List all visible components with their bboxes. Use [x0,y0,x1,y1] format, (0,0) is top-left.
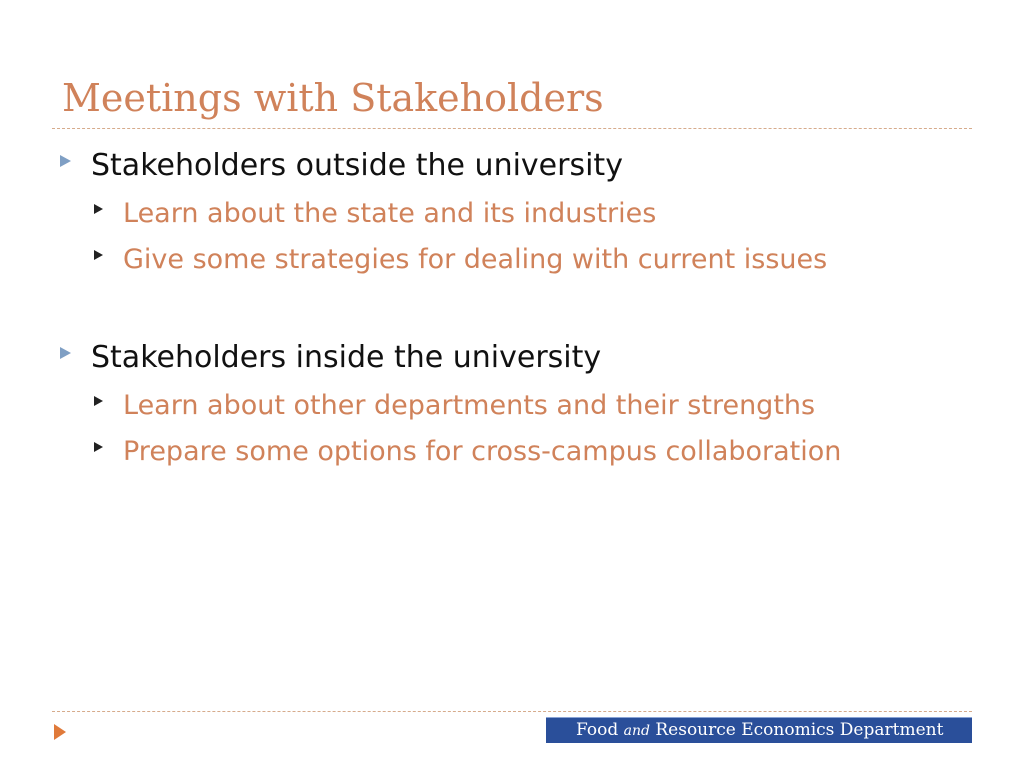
sub-bullet-text: Give some strategies for dealing with current issues [123,244,828,275]
bullet-text: Stakeholders outside the university [91,148,623,183]
banner-text-department: Resource Economics Department [655,720,944,740]
sub-bullet-triangle-icon [94,396,103,406]
sub-bullet-item [94,242,827,278]
sub-bullet-triangle-icon [94,250,103,260]
banner-text-and: and [623,723,650,739]
department-banner [546,717,972,743]
bullet-triangle-icon [60,347,71,359]
sub-bullet-text: Learn about other departments and their strengths [123,390,816,421]
bullet-item [60,146,623,186]
bullet-item [60,338,601,378]
bullet-triangle-icon [60,155,71,167]
sub-bullet-item [94,196,656,232]
sub-bullet-triangle-icon [94,442,103,452]
sub-bullet-text: Prepare some options for cross-campus collaboration [123,436,842,467]
sub-bullet-item [94,388,815,424]
sub-bullet-text: Learn about the state and its industries [123,198,657,229]
bullet-text: Stakeholders inside the university [91,340,602,375]
next-slide-arrow-icon[interactable] [54,724,66,740]
sub-bullet-item [94,434,841,470]
footer-divider [52,711,972,712]
sub-bullet-triangle-icon [94,204,103,214]
banner-text-food: Food [576,720,619,740]
slide-title: Meetings with Stakeholders [62,76,604,120]
